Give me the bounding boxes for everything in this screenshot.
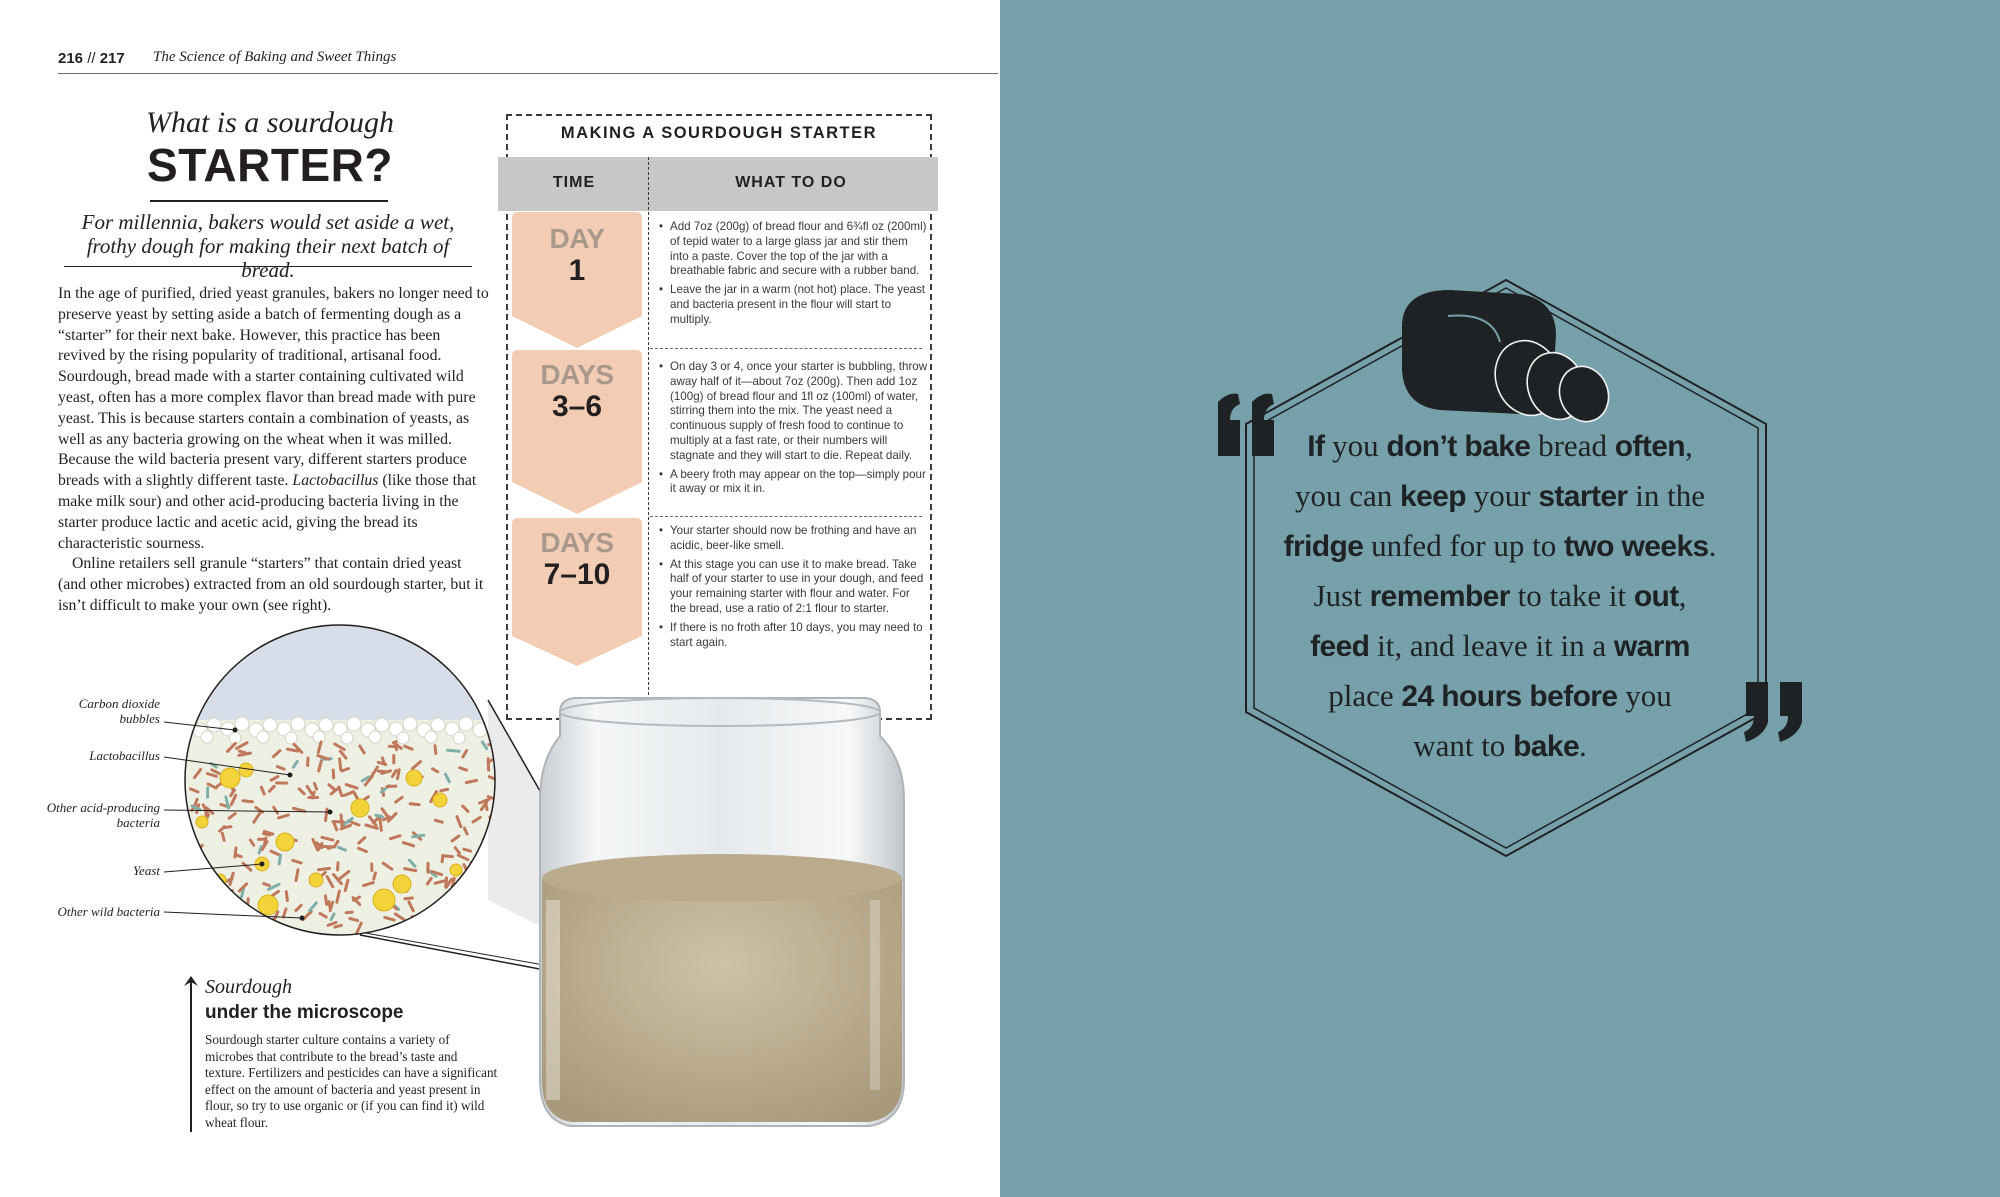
bacterium-rod (261, 917, 269, 924)
step-item: • If there is no froth after 10 days, you may need to start again. (658, 621, 928, 651)
row-1-label: DAY 1 (549, 223, 605, 287)
bacterium-rod (190, 832, 191, 838)
bacterium-rod (449, 917, 452, 926)
row-divider (650, 516, 922, 517)
running-head: The Science of Baking and Sweet Things (153, 49, 397, 65)
label-yeast: Yeast (133, 863, 160, 878)
row-3-label: DAYS 7–10 (540, 527, 614, 591)
quote-line-2: you can keep your starter in the (1294, 478, 1706, 513)
bacterium-rod (335, 925, 342, 927)
quote-line-5: feed it, and leave it in a warm (1310, 628, 1690, 663)
microscope-view (180, 620, 510, 940)
page-header (58, 48, 998, 74)
bacterium-rod (239, 751, 245, 753)
bacterium-rod (435, 820, 442, 822)
bacterium-rod (346, 912, 352, 913)
bacterium-rod (410, 804, 419, 805)
bacterium-rod (244, 919, 252, 927)
caption-title: under the microscope (205, 1002, 404, 1023)
bacterium-rod (441, 789, 448, 790)
bacterium-rod (326, 809, 328, 820)
bacterium-rod (333, 770, 334, 778)
bacterium-rod (315, 783, 317, 789)
bacterium-rod (378, 762, 386, 764)
bacterium-rod (459, 892, 463, 902)
bacterium-rod (287, 749, 297, 751)
bacterium-rod (405, 898, 413, 899)
title-rule (150, 200, 388, 202)
caption-kicker: Sourdough (205, 976, 293, 998)
step-item: • Add 7oz (200g) of bread flour and 6¾fl oz (200ml) of tepid water to a large glass jar and stir them into a paste. Cover the top of the jar with a breathable fabric and secure with a rubber band. (658, 220, 928, 279)
quote-line-6: place 24 hours before you (1328, 678, 1672, 713)
bacterium-rod (376, 815, 383, 817)
bacterium-rod (488, 908, 493, 913)
bacterium-rod (308, 758, 309, 765)
page-title: STARTER? (147, 139, 393, 191)
page-numbers: 216 // 217 (58, 50, 125, 67)
bacterium-rod (396, 742, 397, 750)
caption-arrow-line (190, 980, 192, 1132)
bacterium-rod (405, 869, 416, 871)
table-title: MAKING A SOURDOUGH STARTER (560, 124, 878, 142)
body-paragraph-1: In the age of purified, dried yeast granules, bakers no longer need to preserve yeast by setting aside a batch of fermenting dough as a “starter” for their next bake. However, this practice has been revived by the rising popularity of traditional, artisanal food. Sourdough, bread made with a starter containing cultivated wild yeast, often has a more complex flavor than bread made with pure yeast. This is because starters contain a combination of yeasts, as well as any bacteria growing on the wheat when it was milled. Because the wild bacteria present vary, different starters produce breads with a slightly different taste. Lactobacillus (like those that make milk sour) and other acid-producing bacteria living in the starter produce lactic and acetic acid, giving the bread its characteristic sourness. (58, 285, 489, 552)
bacterium-rod (467, 892, 476, 894)
quote-line-4: Just remember to take it out, (1313, 578, 1687, 613)
row-2-label: DAYS 3–6 (540, 359, 614, 423)
bacterium-rod (443, 856, 453, 857)
step-item: • At this stage you can use it to make bread. Take half of your starter to use in your dough, and feed your remaining starter with flour and water. For the bread, use a ratio of 2:1 flour to starter. (658, 558, 928, 617)
bacterium-rod (374, 873, 376, 879)
bacterium-rod (248, 899, 249, 908)
bacterium-rod (380, 819, 381, 830)
bacterium-rod (481, 884, 489, 886)
bacterium-rod (378, 771, 385, 772)
table-header-time: TIME (552, 174, 596, 191)
bacterium-rod (188, 849, 195, 856)
steps-days-3-6 (658, 360, 928, 501)
caption-text: Sourdough starter culture contains a variety of microbes that contribute to the bread’s taste and texture. Fertilizers and pesticides can have a significant effect on the amount of bacteria and yeast present in flour, so try to use organic or (if you can find it) wild wheat flour. (205, 1032, 498, 1130)
row-divider (650, 348, 922, 349)
bacterium-rod (463, 915, 467, 926)
bacterium-rod (325, 896, 326, 905)
step-item: • Leave the jar in a warm (not hot) place. The yeast and bacteria present in the flour will start to multiply. (658, 283, 928, 327)
standfirst-rule (64, 266, 472, 267)
standfirst: For millennia, bakers would set aside a wet, frothy dough for making their next batch of bread. (81, 210, 455, 282)
bacterium-rod (448, 750, 460, 751)
bacterium-rod (435, 746, 436, 754)
bacterium-rod (491, 925, 495, 930)
label-carbon-dioxide-bubbles: Carbon dioxide bubbles (78, 696, 160, 726)
bacterium-rod (242, 924, 243, 931)
label-lactobacillus: Lactobacillus (89, 748, 160, 763)
bacterium-rod (350, 918, 358, 920)
glass-jar (540, 698, 904, 1126)
bacterium-rod (341, 815, 342, 827)
label-other-wild-bacteria: Other wild bacteria (57, 904, 160, 919)
bread-loaf-icon (1402, 290, 1616, 429)
label-other-acid-producing-bacteria: Other acid-producing bacteria (46, 800, 160, 830)
bacterium-rod (222, 833, 224, 840)
bacterium-rod (216, 880, 221, 885)
bacterium-rod (211, 907, 217, 909)
bacterium-rod (223, 898, 232, 904)
quote-line-7: want to bake. (1413, 728, 1587, 763)
bacterium-rod (286, 892, 287, 901)
bacterium-rod (251, 913, 254, 923)
bacterium-rod (319, 868, 330, 869)
step-item: • Your starter should now be frothing and have an acidic, beer-like smell. (658, 524, 928, 554)
bacterium-rod (449, 906, 458, 912)
bacterium-rod (329, 902, 330, 908)
step-item: • A beery froth may appear on the top—simply pour it away or mix it in. (658, 468, 928, 498)
bacterium-rod (235, 855, 241, 857)
bacterium-rod (264, 834, 271, 835)
bacterium-rod (190, 923, 193, 930)
bacterium-rod (322, 846, 333, 847)
body-paragraph-2: Online retailers sell granule “starters” that contain dried yeast (and other microbes) extracted from an old sourdough starter, but it isn’t difficult to make your own (see right). (58, 555, 484, 614)
bacterium-rod (259, 916, 263, 924)
quote-line-3: fridge unfed for up to two weeks. (1283, 528, 1717, 563)
bacterium-rod (464, 849, 471, 851)
title-kicker: What is a sourdough (145, 106, 395, 139)
bacterium-rod (413, 835, 424, 837)
bacterium-rod (243, 801, 253, 802)
quote-line-1: If you don’t bake bread often, (1307, 428, 1693, 463)
bacterium-rod (444, 925, 449, 930)
bacterium-rod (296, 870, 298, 881)
step-item: • On day 3 or 4, once your starter is bubbling, throw away half of it—about 7oz (200g). Then add 1oz (100g) of bread flour and 1fl oz (100ml) of water, stirring them into the mix. The yeast need a continuous supply of fresh food to continue to multiply at a fast rate, or their numbers will stagnate and they will start to die. Repeat daily. (658, 360, 928, 464)
bacterium-rod (279, 855, 280, 864)
bacterium-rod (340, 759, 341, 770)
bacterium-rod (488, 759, 489, 770)
body-text (58, 284, 490, 617)
bacterium-rod (474, 901, 481, 908)
bacterium-rod (313, 792, 315, 798)
bacterium-rod (398, 770, 400, 779)
bacterium-rod (264, 884, 270, 886)
table-header-what: WHAT TO DO (735, 174, 847, 191)
bacterium-rod (489, 777, 495, 779)
steps-day-1 (658, 220, 928, 332)
bacterium-rod (469, 883, 476, 886)
